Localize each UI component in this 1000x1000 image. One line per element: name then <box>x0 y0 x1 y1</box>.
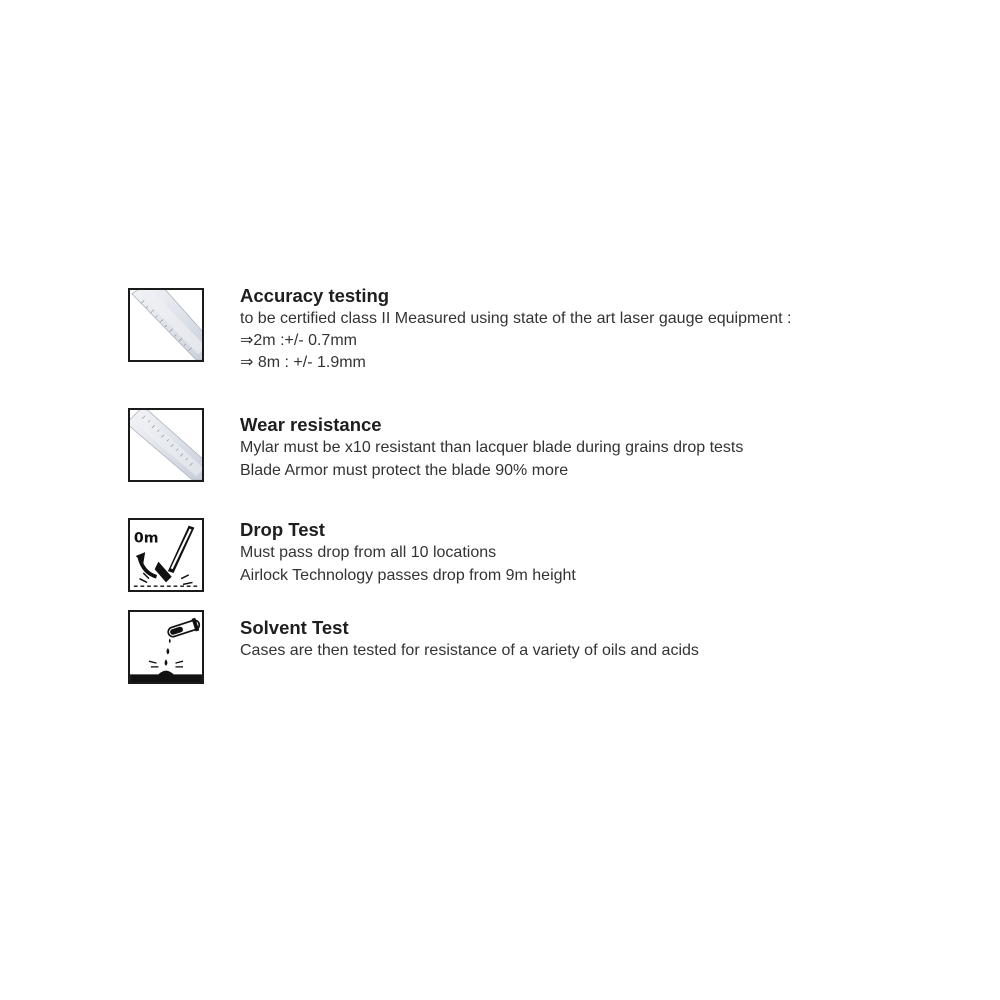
accuracy-8m-tolerance: ⇒ 8m : +/- 1.9mm <box>240 354 366 371</box>
solvent-test-section <box>240 616 940 663</box>
wear-resistance-section <box>240 413 940 482</box>
svg-text:· ·: · · <box>175 338 179 343</box>
solvent-test-description: Cases are then tested for resistance of a variety of oils and acids <box>240 642 699 659</box>
wear-resistance-blade-armor-line: Blade Armor must protect the blade 90% more <box>240 461 569 479</box>
accuracy-testing-section <box>240 284 940 374</box>
svg-text:· ·: · · <box>173 448 177 453</box>
drop-test-section <box>240 518 940 587</box>
svg-text:· ·: · · <box>148 311 152 316</box>
drop-test-title: Drop Test <box>240 519 325 540</box>
solvent-test-title: Solvent Test <box>240 617 349 638</box>
drop-test-locations-line: Must pass drop from all 10 locations <box>240 544 497 561</box>
solvent-test-icon-frame <box>128 610 204 684</box>
ruler-icon <box>130 290 202 360</box>
wear-resistance-icon-frame <box>128 408 204 482</box>
wear-resistance-mylar-line: Mylar must be x10 resistant than lacquer blade during grains drop tests <box>240 439 744 456</box>
accuracy-2m-tolerance: ⇒2m :+/- 0.7mm <box>240 332 357 349</box>
ruler-icon <box>130 410 202 480</box>
drop-test-icon-frame <box>128 518 204 592</box>
test-tube-drip-icon <box>130 612 202 682</box>
drop-test-icon-label: 0m <box>133 530 159 547</box>
svg-text:· ·: · · <box>158 433 162 438</box>
svg-text:· ·: · · <box>162 324 165 329</box>
drop-test-airlock-line: Airlock Technology passes drop from 9m height <box>240 566 576 584</box>
wear-resistance-title: Wear resistance <box>240 414 382 435</box>
drop-test-icon <box>130 520 202 590</box>
accuracy-testing-title: Accuracy testing <box>240 285 390 306</box>
accuracy-testing-icon-frame <box>128 288 204 362</box>
accuracy-testing-description: to be certified class II Measured using state of the art laser gauge equipment : <box>240 310 792 327</box>
